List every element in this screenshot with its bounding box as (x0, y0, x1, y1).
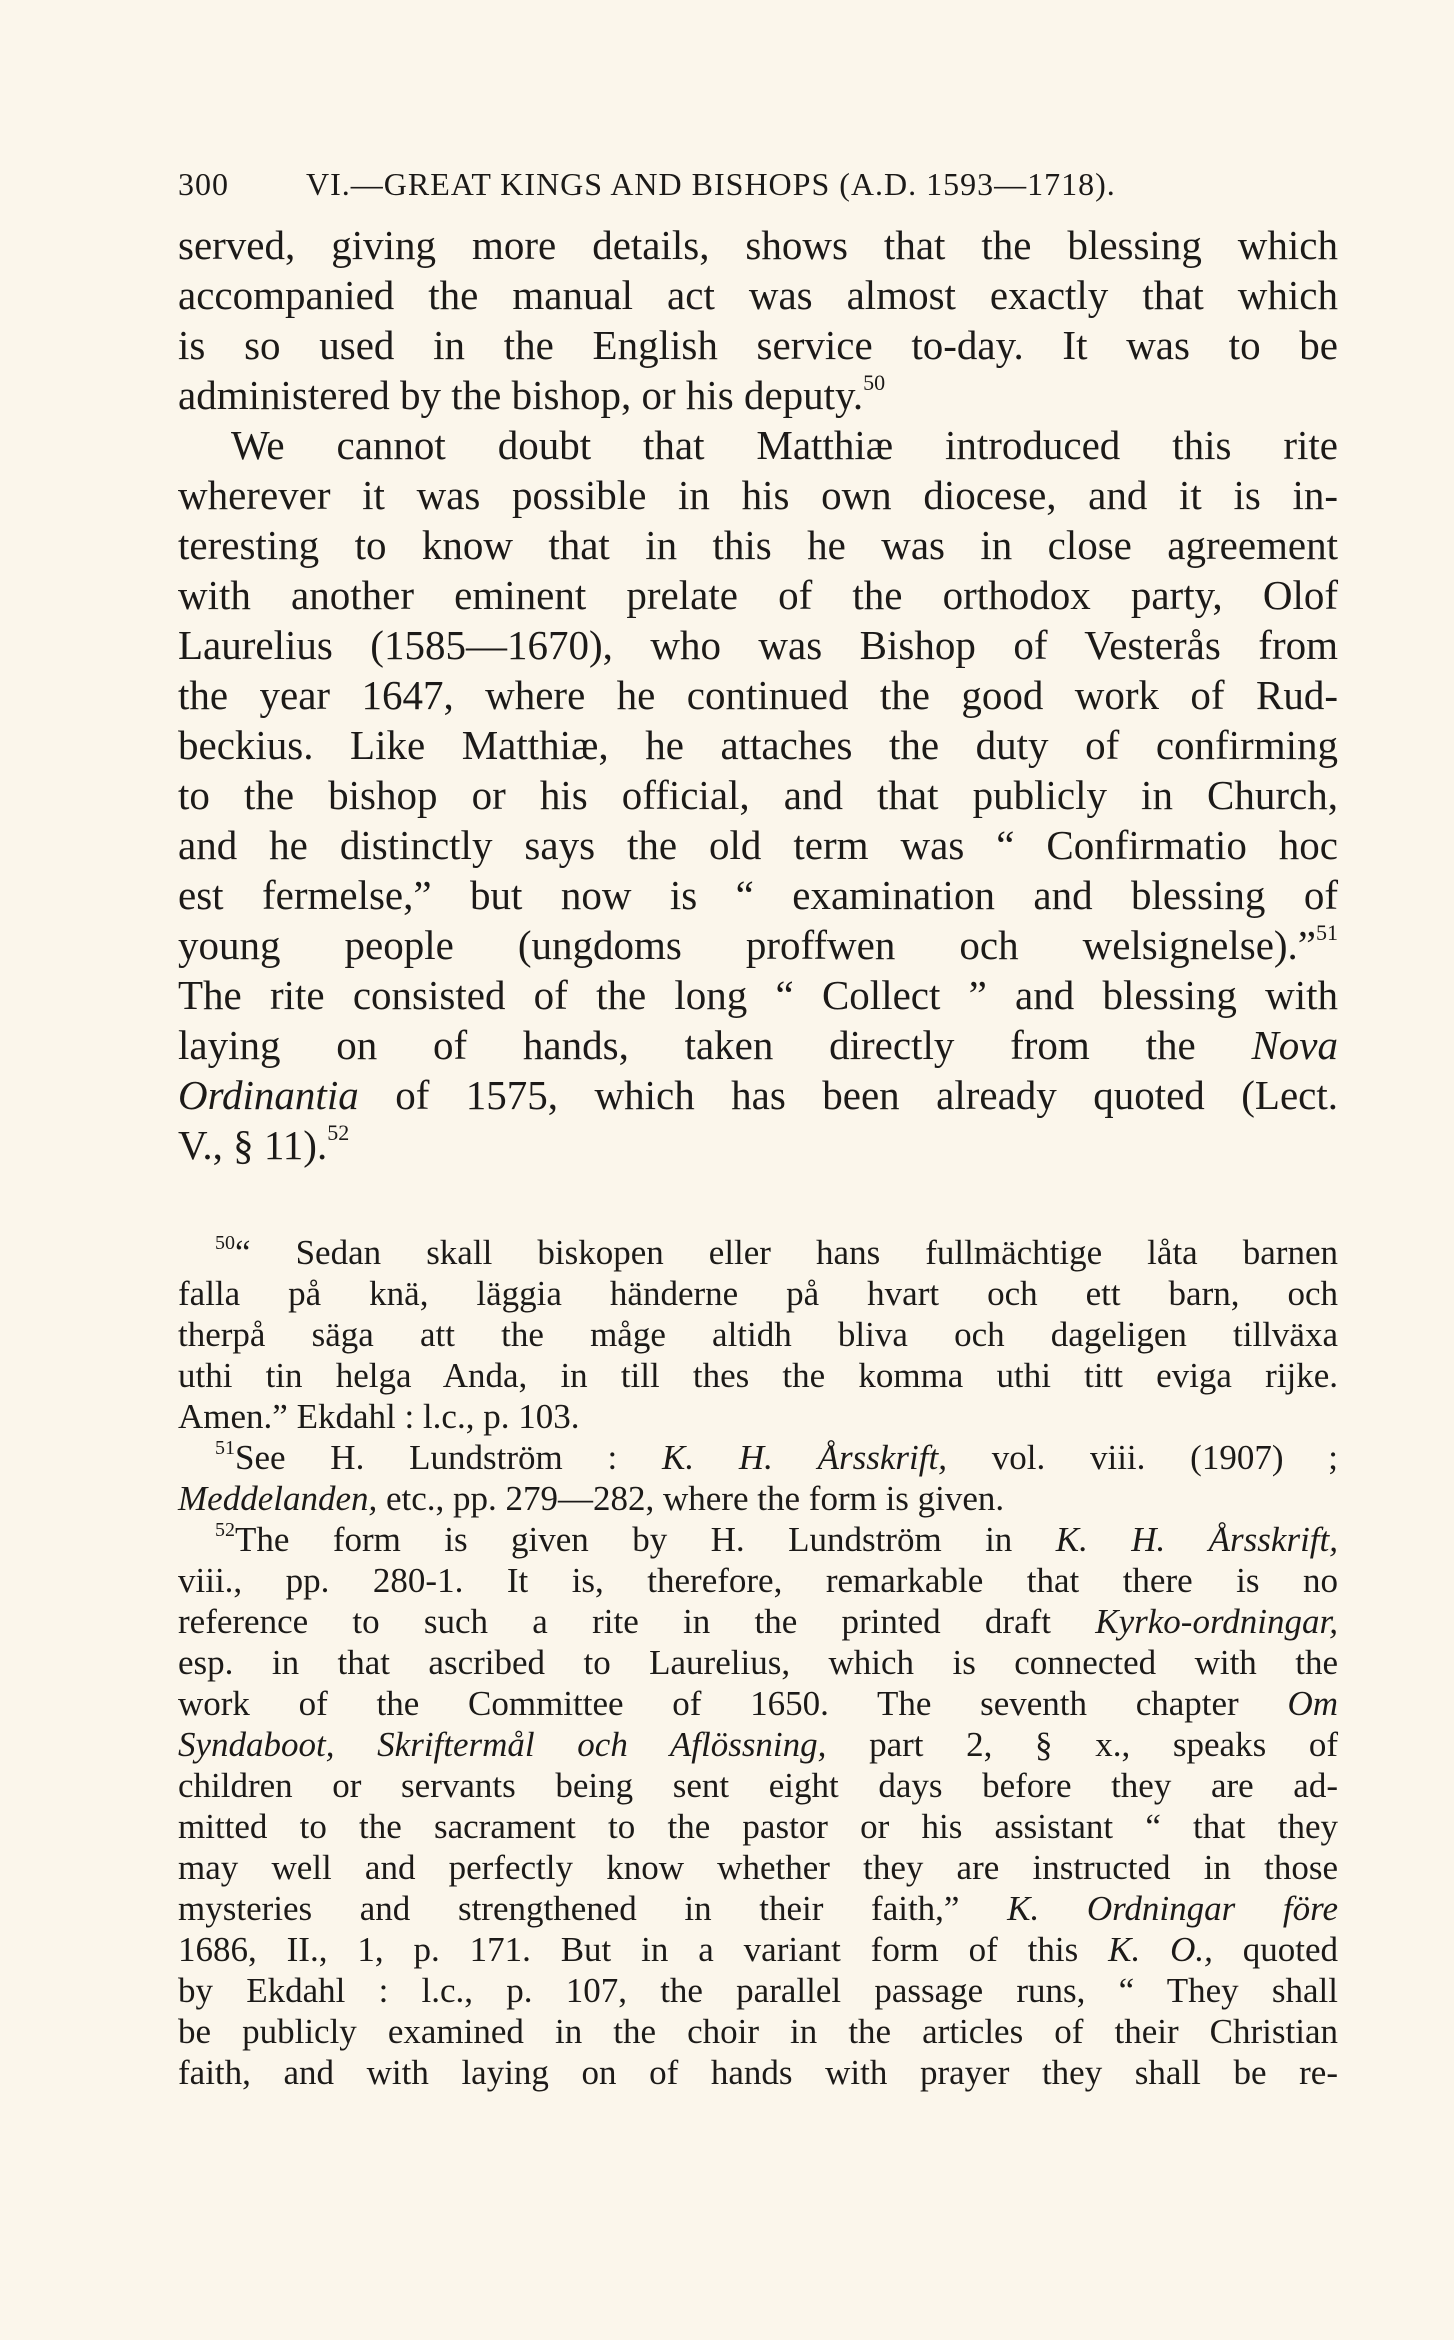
footnote-line (178, 1929, 1338, 1970)
text-fragment: vol. viii. (1907) ; (946, 1438, 1338, 1477)
text-line (178, 1120, 1338, 1170)
footnote-line (178, 1519, 1338, 1560)
text-line: accompanied the manual act was almost exactly that which (178, 272, 1338, 318)
footnote-ref-51: 51 (1316, 920, 1338, 946)
italic-title: K. H. Årsskrift, (1055, 1520, 1338, 1559)
italic-title: Nova (1251, 1022, 1338, 1068)
italic-title: Kyrko-ordningar, (1095, 1602, 1338, 1641)
text-line (178, 920, 1338, 970)
text-line: wherever it was possible in his own diocese, and it is in- (178, 472, 1338, 518)
text-fragment: part 2, § x., speaks of (826, 1725, 1338, 1764)
text-line: We cannot doubt that Matthiæ introduced this rite (231, 422, 1338, 468)
text-line: with another eminent prelate of the orthodox party, Olof (178, 572, 1338, 618)
page-number: 300 (178, 166, 229, 202)
footnote-line (178, 1478, 1338, 1519)
text-fragment: laying on of hands, taken directly from the (178, 1022, 1196, 1068)
text-fragment: administered by the bishop, or his deputy. (178, 372, 864, 418)
footnote-line: be publicly examined in the choir in the articles of their Christian (178, 2012, 1338, 2051)
text-line: to the bishop or his official, and that publicly in Church, (178, 772, 1338, 818)
footnote-line (178, 1683, 1338, 1724)
text-fragment: The form is given by H. Lundström in (235, 1520, 1056, 1559)
text-line: est fermelse,” but now is “ examination and blessing of (178, 872, 1338, 918)
footnote-ref-50: 50 (863, 370, 886, 396)
footnote-line (178, 1724, 1338, 1765)
footnote-marker-52: 52 (215, 1519, 235, 1542)
text-line: and he distinctly says the old term was “ Confirmatio hoc (178, 822, 1338, 868)
footnote-line: esp. in that ascribed to Laurelius, which is connected with the (178, 1643, 1338, 1682)
text-line (178, 1020, 1338, 1070)
text-fragment: mysteries and strengthened in their faith,” (178, 1889, 1008, 1928)
footnote-marker-51: 51 (215, 1437, 235, 1460)
footnote-line: therpå säga att the måge altidh bliva och dageligen tillväxa (178, 1315, 1338, 1354)
text-line: Laurelius (1585—1670), who was Bishop of Vesterås from (178, 622, 1338, 668)
text-fragment: V., § 11). (178, 1122, 328, 1168)
footnote-ref-52: 52 (327, 1120, 350, 1146)
text-fragment: quoted (1212, 1930, 1338, 1969)
footnotes (178, 1232, 1338, 2093)
italic-title: K. H. Årsskrift, (661, 1438, 947, 1477)
footnote-line: may well and perfectly know whether they are instructed in those (178, 1848, 1338, 1887)
text-line (178, 1070, 1338, 1120)
italic-title: K. O., (1108, 1930, 1213, 1969)
footnote-line: faith, and with laying on of hands with prayer they shall be re- (178, 2053, 1338, 2092)
footnote-line: uthi tin helga Anda, in till thes the komma uthi titt eviga rijke. (178, 1356, 1338, 1395)
text-fragment: work of the Committee of 1650. The seventh chapter (178, 1684, 1288, 1723)
footnote-line (178, 1601, 1338, 1642)
text-line: beckius. Like Matthiæ, he attaches the duty of confirming (178, 722, 1338, 768)
running-title: VI.—GREAT KINGS AND BISHOPS (A.D. 1593—1718). (306, 166, 1116, 202)
text-line: is so used in the English service to-day. It was to be (178, 322, 1338, 368)
text-fragment: reference to such a rite in the printed draft (178, 1602, 1096, 1641)
footnote-line (178, 1888, 1338, 1929)
footnote-line: children or servants being sent eight days before they are ad- (178, 1766, 1338, 1805)
footnote-line: mitted to the sacrament to the pastor or his assistant “ that they (178, 1807, 1338, 1846)
italic-title: Syndaboot, Skriftermål och Aflössning, (178, 1725, 827, 1764)
text-fragment: 1686, II., 1, p. 171. But in a variant form of this (178, 1930, 1109, 1969)
footnote-line: viii., pp. 280-1. It is, therefore, remarkable that there is no (178, 1561, 1338, 1600)
italic-title: Meddelanden, (178, 1479, 378, 1518)
main-text (178, 220, 1338, 1170)
text-line: The rite consisted of the long “ Collect ” and blessing with (178, 972, 1338, 1018)
italic-title: K. Ordningar före (1007, 1889, 1338, 1928)
footnote-line: falla på knä, läggia händerne på hvart och ett barn, och (178, 1274, 1338, 1313)
text-fragment: of 1575, which has been already quoted (Lect. (395, 1072, 1338, 1118)
text-line (178, 370, 1338, 420)
text-fragment: See H. Lundström : (235, 1438, 662, 1477)
italic-title: Ordinantia (178, 1072, 359, 1118)
text-fragment: etc., pp. 279—282, where the form is given. (377, 1479, 1005, 1518)
text-fragment: “ Sedan skall biskopen eller hans fullmächtige låta barnen (235, 1233, 1338, 1272)
footnote-line (178, 1232, 1338, 1273)
italic-title: Om (1287, 1684, 1338, 1723)
text-line: served, giving more details, shows that the blessing which (178, 222, 1338, 268)
running-head (178, 166, 1338, 210)
text-line: the year 1647, where he continued the good work of Rud- (178, 672, 1338, 718)
footnote-line (178, 1437, 1338, 1478)
footnote-line: by Ekdahl : l.c., p. 107, the parallel passage runs, “ They shall (178, 1971, 1338, 2010)
footnote-marker-50: 50 (215, 1232, 235, 1255)
text-line: teresting to know that in this he was in close agreement (178, 522, 1338, 568)
text-fragment: young people (ungdoms proffwen och welsignelse).” (178, 922, 1316, 968)
footnote-line: Amen.” Ekdahl : l.c., p. 103. (178, 1397, 580, 1436)
